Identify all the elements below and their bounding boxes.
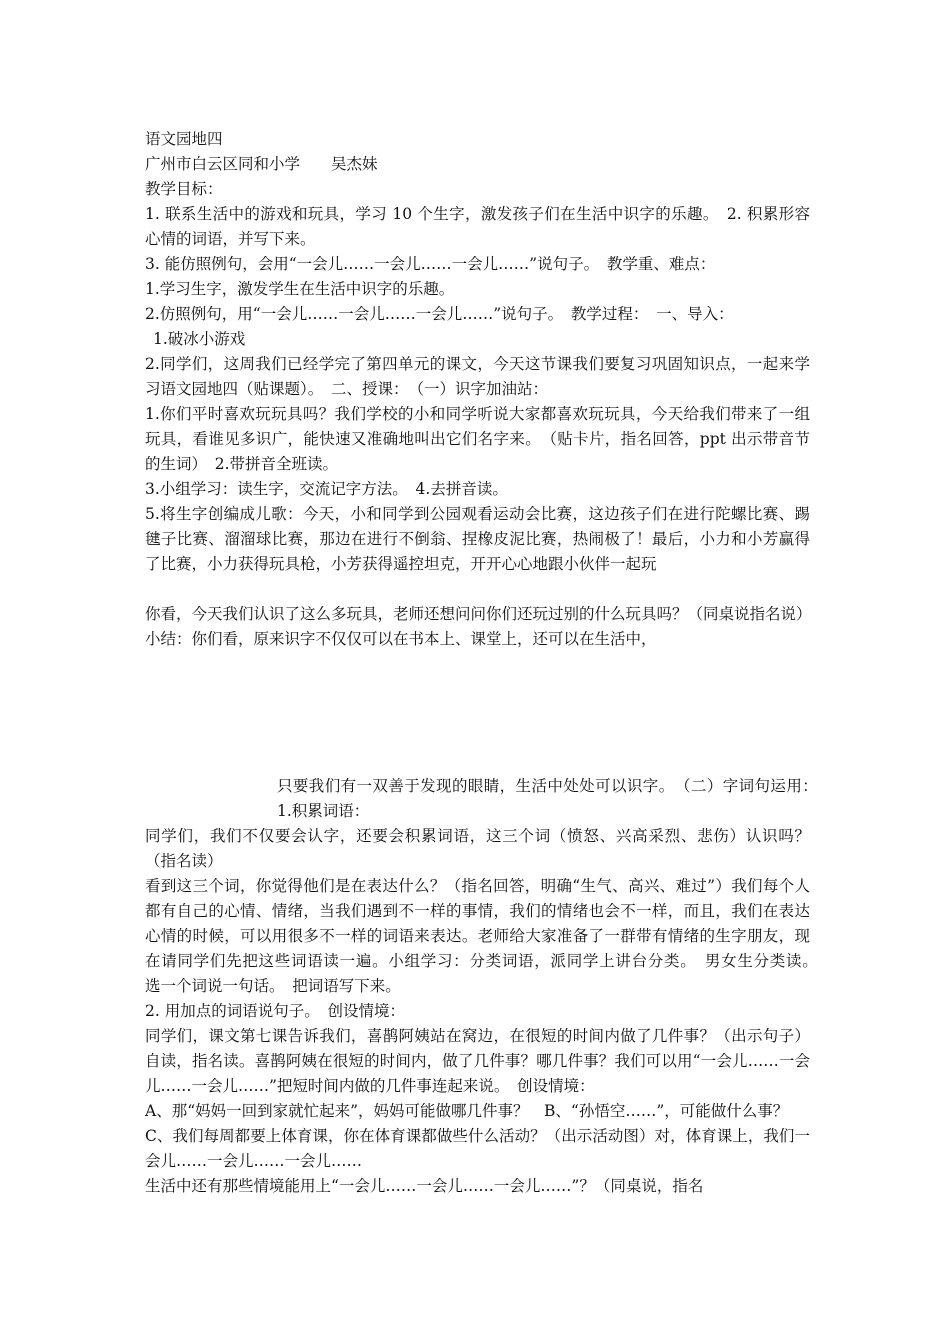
paragraph: 2. 用加点的词语说句子。 创设情境： (145, 1002, 405, 1020)
paragraph: 1. 联系生活中的游戏和玩具，学习 10 个生字，激发孩子们在生活中识字的乐趣。 2. 积累形容心情的词语，并写下来。 (145, 205, 810, 248)
paragraph: 同学们，我们不仅要会认字，还要会积累词语，这三个词（愤怒、兴高采烈、悲伤）认识吗？（指名读） (145, 827, 810, 870)
paragraph: 3. 能仿照例句，会用“一会儿……一会儿……一会儿……”说句子。 教学重、难点： (145, 255, 716, 273)
paragraph: C、我们每周都要上体育课，你在体育课都做些什么活动？（出示活动图）对，体育课上，我们一会儿……一会儿……一会儿…… (145, 1127, 810, 1170)
paragraph: 3.小组学习：读生字，交流记字方法。 4.去拼音读。 (145, 480, 508, 498)
section-words (145, 774, 826, 1199)
paragraph: 教学目标： (145, 180, 223, 198)
paragraph: 生活中还有那些情境能用上“一会儿……一会儿……一会儿……”？（同桌说，指名 (145, 1177, 704, 1195)
paragraph: 1.你们平时喜欢玩玩具吗？我们学校的小和同学听说大家都喜欢玩玩具，今天给我们带来了一组玩具，看谁见多识广，能快速又准确地叫出它们名字来。 （贴卡片，指名回答，ppt 出示带音节的生词） 2.带拼音全班读。 (145, 405, 810, 473)
paragraph: 只要我们有一双善于发现的眼睛，生活中处处可以识字。 （二）字词句运用： 1.积累词语： (277, 777, 826, 820)
paragraph: 1.破冰小游戏 (153, 330, 246, 348)
paragraph: 同学们，课文第七课告诉我们，喜鹊阿姨站在窝边，在很短的时间内做了几件事？（出示句子）自读，指名读。喜鹊阿姨在很短的时间内，做了几件事？哪几件事？我们可以用“一会儿……一会儿……一会儿……”把短时间内做的几件事连起来说。 创设情境： (145, 1027, 810, 1095)
section-summary (145, 602, 810, 652)
paragraph: 你看，今天我们认识了这么多玩具，老师还想问问你们还玩过别的什么玩具吗？（同桌说指名说） (145, 605, 812, 623)
paragraph: 2.同学们，这周我们已经学完了第四单元的课文，今天这节课我们要复习巩固知识点，一起来学习语文园地四（贴课题）。 二、授课： （一）识字加油站： (145, 355, 810, 398)
paragraph: 1.学习生字，激发学生在生活中识字的乐趣。 (145, 280, 455, 298)
paragraph: 5.将生字创编成儿歌：今天，小和同学到公园观看运动会比赛，这边孩子们在进行陀螺比赛、踢毽子比赛、溜溜球比赛，那边在进行不倒翁、捏橡皮泥比赛，热闹极了！最后，小力和小芳赢得了比赛，小力获得玩具枪，小芳获得遥控坦克，开开心心地跟小伙伴一起玩 (145, 505, 810, 573)
paragraph: 2.仿照例句，用“一会儿……一会儿……一会儿……”说句子。 教学过程： 一、导入： (145, 305, 734, 323)
document-title: 语文园地四 (145, 130, 223, 148)
paragraph: A、那“妈妈一回到家就忙起来”，妈妈可能做哪几件事？ B、“孙悟空……”，可能做什么事？ (145, 1102, 789, 1120)
paragraph: 看到这三个词，你觉得他们是在表达什么？（指名回答，明确“生气、高兴、难过”）我们每个人都有自己的心情、情绪，当我们遇到不一样的事情，我们的情绪也会不一样，而且，我们在表达心情的时候，可以用很多不一样的词语来表达。老师给大家准备了一群带有情绪的生字朋友，现在请同学们先把这些词语读一遍。小组学习：分类词语，派同学上讲台分类。 男女生分类读。 选一个词说一句话。 把词语写下来。 (145, 877, 826, 995)
section-objectives (145, 127, 810, 577)
author-line: 广州市白云区同和小学 吴杰妹 (145, 155, 378, 173)
paragraph: 小结：你们看，原来识字不仅仅可以在书本上、课堂上，还可以在生活中， (145, 630, 657, 648)
